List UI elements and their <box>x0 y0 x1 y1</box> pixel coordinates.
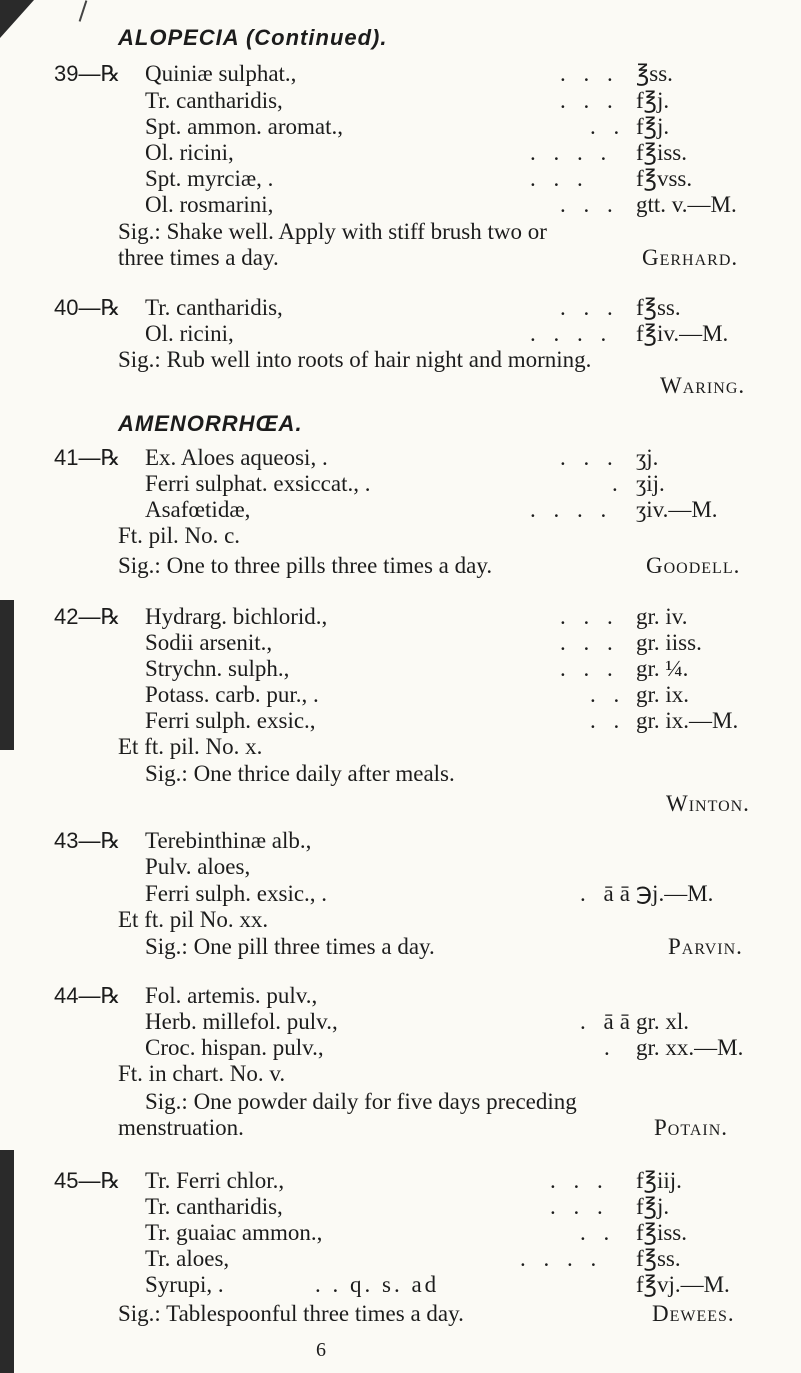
signa-text: menstruation. <box>118 1115 244 1140</box>
leader-dots: . āā <box>580 1009 636 1034</box>
ingredient: Ex. Aloes aqueosi, . <box>145 445 328 470</box>
dose: ℈j.—M. <box>636 881 714 906</box>
section-heading: ALOPECIA (Continued). <box>118 25 388 50</box>
recipe-number: 44—℞ <box>54 983 121 1008</box>
dose: gtt. v.—M. <box>636 192 737 217</box>
dose: gr. iiss. <box>636 630 702 655</box>
dose: f℥iv.—M. <box>636 321 729 346</box>
ingredient: Ol. ricini, <box>145 321 234 346</box>
binding-edge-shadow <box>0 600 14 750</box>
instruction-text: Et ft. pil No. xx. <box>118 907 269 932</box>
ingredient: Ol. ricini, <box>145 140 234 165</box>
section-heading: AMENORRHŒA. <box>118 411 303 436</box>
dose: gr. xx.—M. <box>636 1035 744 1060</box>
ingredient: Herb. millefol. pulv., <box>145 1009 338 1034</box>
dose: f℥ss. <box>636 295 681 320</box>
leader-dots: . . . . <box>520 1246 603 1271</box>
leader-dots: . . . . <box>530 321 613 346</box>
scan-artifact <box>79 0 88 22</box>
dose: ʒiv.—M. <box>636 497 718 522</box>
author-credit: Dewees. <box>652 1301 735 1326</box>
dose: ʒj. <box>636 445 659 470</box>
ingredient: Spt. myrciæ, . <box>145 166 274 191</box>
signa-text: Sig.: One pill three times a day. <box>145 934 435 959</box>
dose: f℥iss. <box>636 1220 687 1245</box>
ingredient: Tr. cantharidis, <box>145 295 283 320</box>
dose: f℥iss. <box>636 140 687 165</box>
recipe-number: 40—℞ <box>54 295 121 320</box>
leader-dots: . . . . <box>530 497 613 522</box>
binding-edge-shadow <box>0 1150 14 1373</box>
ingredient: Tr. guaiac ammon., <box>145 1220 323 1245</box>
dose: ℥ss. <box>636 61 673 86</box>
leader-dots: . . . <box>560 604 619 629</box>
page-number: 6 <box>316 1339 326 1361</box>
signa-text: Sig.: Rub well into roots of hair night and morning. <box>118 347 592 372</box>
ingredient: Tr. Ferri chlor., <box>145 1168 285 1193</box>
author-credit: Goodell. <box>646 553 741 578</box>
leader-dots: . . . <box>530 166 589 191</box>
signa-text: Sig.: Tablespoonful three times a day. <box>118 1301 464 1326</box>
leader-dots: . . . <box>560 88 619 113</box>
leader-dots: . . . <box>560 630 619 655</box>
author-credit: Winton. <box>666 791 750 816</box>
leader-dots: . . . <box>560 656 619 681</box>
recipe-number: 45—℞ <box>54 1168 121 1193</box>
author-credit: Waring. <box>660 373 746 398</box>
signa-text: Sig.: One to three pills three times a day. <box>118 553 493 578</box>
signa-text: Sig.: One powder daily for five days preceding <box>145 1089 577 1114</box>
leader-dots: . . <box>590 114 626 139</box>
leader-dots: . . q. s. ad <box>315 1272 440 1297</box>
ingredient: Ferri sulph. exsic., <box>145 708 316 733</box>
dose: ʒij. <box>636 471 665 496</box>
ingredient: Croc. hispan. pulv., <box>145 1035 324 1060</box>
dose: gr. ix. <box>636 682 690 707</box>
ingredient: Syrupi, . <box>145 1272 224 1297</box>
leader-dots: . . . <box>560 295 619 320</box>
ingredient: Spt. ammon. aromat., <box>145 114 344 139</box>
leader-dots: . āā <box>580 881 636 906</box>
leader-dots: . <box>612 471 624 496</box>
ingredient: Ferri sulphat. exsiccat., . <box>145 471 371 496</box>
ingredient: Ol. rosmarini, <box>145 192 274 217</box>
page-corner-shadow <box>0 0 34 38</box>
ingredient: Quiniæ sulphat., <box>145 61 297 86</box>
signa-text: three times a day. <box>118 245 279 270</box>
dose: f℥vj.—M. <box>636 1272 730 1297</box>
ingredient: Sodii arsenit., <box>145 630 273 655</box>
leader-dots: . . <box>590 682 626 707</box>
ingredient: Tr. cantharidis, <box>145 88 283 113</box>
leader-dots: . . . <box>550 1168 609 1193</box>
recipe-number: 39—℞ <box>54 61 121 86</box>
signa-text: Sig.: Shake well. Apply with stiff brush two or <box>118 219 547 244</box>
ingredient: Potass. carb. pur., . <box>145 682 319 707</box>
leader-dots: . <box>604 1035 616 1060</box>
instruction-text: Et ft. pil. No. x. <box>118 734 263 759</box>
dose: f℥vss. <box>636 166 693 191</box>
leader-dots: . . <box>590 708 626 733</box>
dose: gr. ix.—M. <box>636 708 739 733</box>
instruction-text: Ft. pil. No. c. <box>118 523 241 548</box>
dose: f℥j. <box>636 114 670 139</box>
recipe-number: 42—℞ <box>54 604 121 629</box>
dose: f℥j. <box>636 88 670 113</box>
dose: gr. xl. <box>636 1009 690 1034</box>
leader-dots: . . . <box>560 192 619 217</box>
leader-dots: . . . <box>560 445 619 470</box>
instruction-text: Ft. in chart. No. v. <box>118 1061 286 1086</box>
leader-dots: . . . <box>560 61 619 86</box>
ingredient: Strychn. sulph., <box>145 656 290 681</box>
author-credit: Potain. <box>654 1115 729 1140</box>
dose: f℥iij. <box>636 1168 682 1193</box>
ingredient: Ferri sulph. exsic., . <box>145 881 328 906</box>
ingredient: Fol. artemis. pulv., <box>145 983 318 1008</box>
ingredient: Tr. cantharidis, <box>145 1194 283 1219</box>
leader-dots: . . <box>580 1220 616 1245</box>
dose: f℥ss. <box>636 1246 681 1271</box>
author-credit: Gerhard. <box>642 245 739 270</box>
ingredient: Hydrarg. bichlorid., <box>145 604 328 629</box>
dose: gr. iv. <box>636 604 688 629</box>
leader-dots: . . . . <box>530 140 613 165</box>
dose: gr. ¼. <box>636 656 689 681</box>
signa-text: Sig.: One thrice daily after meals. <box>145 761 455 786</box>
ingredient: Pulv. aloes, <box>145 854 251 879</box>
recipe-number: 41—℞ <box>54 445 121 470</box>
dose: f℥j. <box>636 1194 670 1219</box>
leader-dots: . . . <box>550 1194 609 1219</box>
recipe-number: 43—℞ <box>54 828 121 853</box>
author-credit: Parvin. <box>668 934 743 959</box>
ingredient: Terebinthinæ alb., <box>145 828 312 853</box>
ingredient: Tr. aloes, <box>145 1246 230 1271</box>
ingredient: Asafœtidæ, <box>145 497 251 522</box>
